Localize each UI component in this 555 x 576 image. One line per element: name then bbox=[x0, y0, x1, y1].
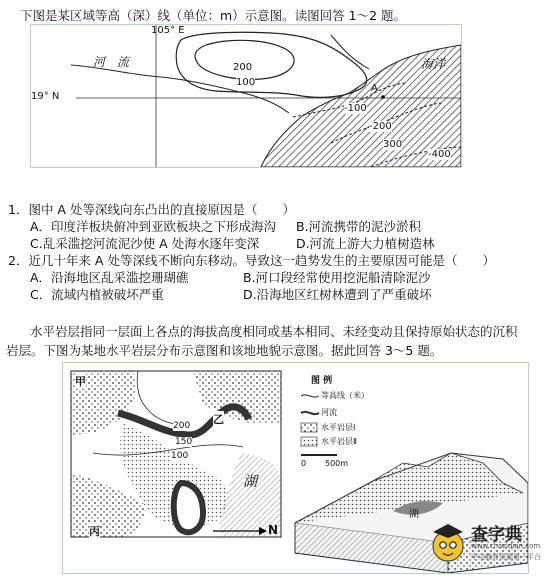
block-lake-label: 湖 bbox=[409, 509, 419, 520]
question-2-option-d: D.沿海地区红树林遭到了严重破坏 bbox=[243, 287, 432, 302]
label-lake: 湖 bbox=[243, 474, 257, 490]
question-1-option-d: D.河流上游大力植树造林 bbox=[296, 236, 435, 251]
mascot-icon bbox=[429, 520, 467, 564]
label-bing: 丙 bbox=[89, 525, 100, 538]
contour-label: 150 bbox=[175, 437, 193, 447]
contour-map-figure bbox=[30, 24, 462, 168]
contour-label: 200 bbox=[173, 421, 191, 431]
legend-river: 河流 bbox=[321, 408, 337, 417]
logo-tagline: 中文教育资源第一平台 bbox=[471, 553, 541, 561]
contour-label: -100 bbox=[344, 103, 367, 114]
question-2-stem: 2．近几十年来 A 处等深线不断向东移动。导致这一趋势发生的主要原因可能是（ ） bbox=[8, 253, 495, 268]
river-label: 河 流 bbox=[93, 55, 130, 69]
contour-label: -400 bbox=[428, 149, 451, 160]
latitude-label: 19° N bbox=[31, 91, 60, 102]
intro-1: 下图是某区域等高（深）线（单位：m）示意图。读图回答 1～2 题。 bbox=[20, 8, 407, 23]
question-1-option-a: A．印度洋板块俯冲到亚欧板块之下形成海沟 bbox=[30, 219, 277, 234]
legend-title: 图 例 bbox=[311, 376, 333, 386]
legend-contour: 等高线（米） bbox=[321, 391, 369, 400]
intro-2-line-1: 水平岩层指同一层面上各点的海拔高度相同或基本相同、未经变动且保持原始状态的沉积 bbox=[30, 324, 518, 339]
contour-label: 100 bbox=[236, 77, 256, 88]
logo-url: www.chazidian.com bbox=[471, 542, 541, 550]
longitude-label: 105° E bbox=[151, 25, 185, 36]
sea-label: 海洋 bbox=[421, 57, 446, 71]
contour-label: 100 bbox=[171, 451, 189, 461]
chazidian-logo bbox=[429, 510, 549, 570]
intro-2-line-2: 岩层。下图为某地水平岩层分布示意图和该地地貌示意图。据此回答 3～5 题。 bbox=[6, 343, 443, 358]
label-jia: 甲 bbox=[75, 375, 86, 388]
question-1-stem: 1．图中 A 处等深线向东凸出的直接原因是（ ） bbox=[8, 202, 295, 217]
contour-label: 300 bbox=[383, 139, 403, 150]
scale-length: 500m bbox=[325, 459, 349, 468]
contour-label: -200 bbox=[369, 121, 392, 132]
north-label: N bbox=[268, 523, 279, 537]
question-1-option-b: B.河流携带的泥沙淤积 bbox=[296, 219, 422, 234]
contour-label: 200 bbox=[233, 62, 253, 73]
legend-layer-2: 水平岩层Ⅱ bbox=[321, 437, 357, 446]
logo-name: 查字典 bbox=[471, 525, 522, 545]
question-2-option-a: A．沿海地区乱采滥挖珊瑚礁 bbox=[30, 270, 189, 285]
point-a-label: A bbox=[371, 83, 378, 94]
question-2-option-c: C．流域内植被破坏严重 bbox=[30, 287, 164, 302]
legend-layer-1: 水平岩层Ⅰ bbox=[321, 423, 356, 432]
scale-zero: 0 bbox=[301, 459, 307, 468]
label-yi: 乙 bbox=[213, 413, 224, 426]
question-1-option-c: C.乱采滥挖河流泥沙使 A 处海水逐年变深 bbox=[30, 236, 260, 251]
question-2-option-b: B.河口段经常使用挖泥船清除泥沙 bbox=[243, 270, 431, 285]
